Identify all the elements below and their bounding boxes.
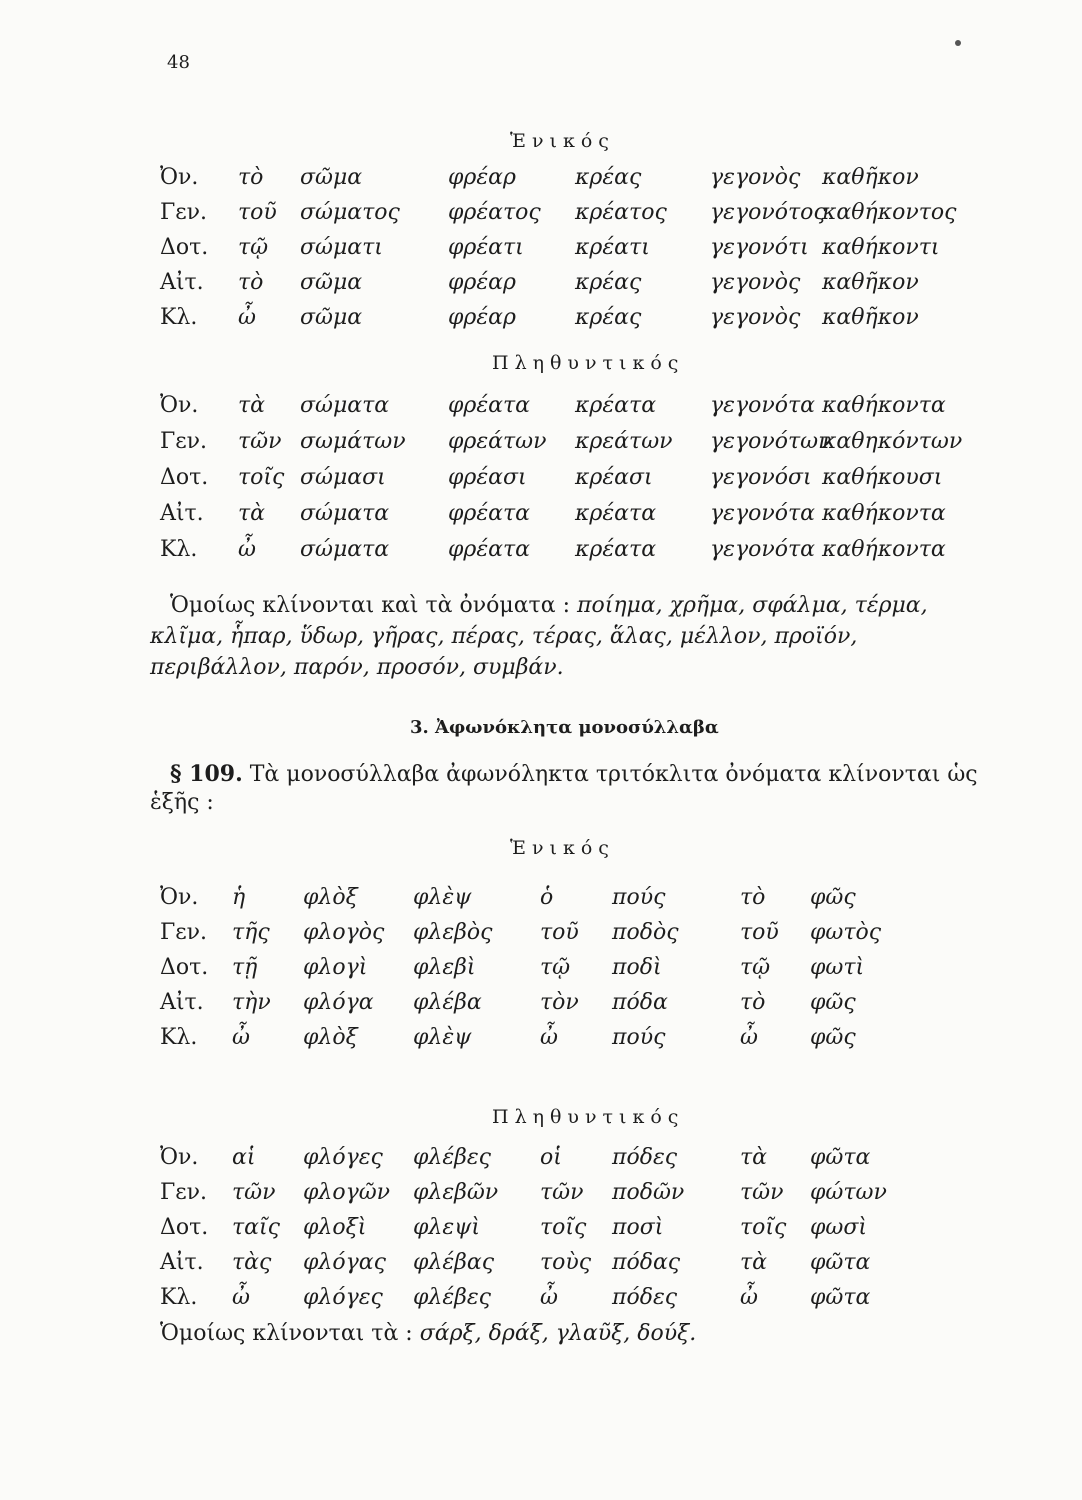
table-cell: πόδες (612, 1285, 678, 1310)
table-cell: φλόγας (303, 1250, 386, 1275)
table-row (0, 990, 1082, 1020)
table-cell: οἱ (540, 1145, 562, 1170)
table-cell: τὰ (238, 501, 266, 526)
table-cell: φώτων (810, 1180, 887, 1205)
case-label: Δοτ. (160, 235, 209, 260)
table-cell: ὦ (232, 1025, 250, 1050)
case-label: Αἰτ. (160, 1250, 204, 1275)
table2-singular-label: Ἑνικός (510, 837, 615, 859)
table-cell: φλόγες (303, 1285, 383, 1310)
table-cell: ὦ (540, 1285, 558, 1310)
table-cell: σώματι (300, 235, 383, 260)
table-cell: φλεβὸς (413, 920, 493, 945)
table-cell: φλογὸς (303, 920, 385, 945)
table-row (0, 1285, 1082, 1315)
table-cell: τῶν (232, 1180, 276, 1205)
table-cell: ποδὶ (612, 955, 662, 980)
case-label: Αἰτ. (160, 270, 204, 295)
table2-plural-label: Πληθυντικός (492, 1106, 685, 1128)
table-row (0, 270, 1082, 300)
table1-plural-label: Πληθυντικός (492, 352, 685, 374)
case-label: Γεν. (160, 920, 208, 945)
table-cell: τὸ (238, 270, 264, 295)
paragraph-109-text: Τὰ μονοσύλλαβα ἀφωνόληκτα τριτόκλιτα ὀνόματα κλίνονται ὡς ἑξῆς : (150, 762, 978, 815)
table-cell: κρέατα (575, 501, 657, 526)
table-cell: φρέαρ (448, 270, 516, 295)
case-label: Γεν. (160, 1180, 208, 1205)
table-cell: τὰ (740, 1145, 768, 1170)
table-row (0, 465, 1082, 495)
table-row (0, 235, 1082, 265)
paragraph2-words: σάρξ, δράξ, γλαῦξ, δούξ. (419, 1321, 697, 1346)
table-cell: φρέατα (448, 501, 531, 526)
table-cell: τῷ (540, 955, 571, 980)
table-cell: καθηκόντων (822, 429, 963, 454)
table-cell: ὦ (238, 537, 256, 562)
table-cell: πούς (612, 885, 666, 910)
table-row (0, 537, 1082, 567)
table-row (0, 305, 1082, 335)
table-cell: γεγονότι (710, 235, 809, 260)
table-cell: ὦ (238, 305, 256, 330)
table-cell: πόδες (612, 1145, 678, 1170)
table-row (0, 200, 1082, 230)
table-cell: τὸ (740, 885, 766, 910)
table-cell: τὴν (232, 990, 271, 1015)
case-label: Κλ. (160, 305, 198, 330)
table-cell: φρέασι (448, 465, 527, 490)
table-row (0, 955, 1082, 985)
table-cell: φρέατος (448, 200, 541, 225)
table-cell: καθήκοντι (822, 235, 940, 260)
table-cell: τὸ (740, 990, 766, 1015)
case-label: Κλ. (160, 537, 198, 562)
table-cell: τοὺς (540, 1250, 592, 1275)
table-cell: πόδα (612, 990, 668, 1015)
table-cell: ὦ (540, 1025, 558, 1050)
table-cell: κρέασι (575, 465, 653, 490)
table-cell: καθήκουσι (822, 465, 943, 490)
table-cell: τῶν (740, 1180, 784, 1205)
table-cell: φλεψὶ (413, 1215, 481, 1240)
table-cell: ἡ (232, 885, 246, 910)
table-cell: ποδῶν (612, 1180, 685, 1205)
paragraph-words: ποίημα, χρῆμα, σφάλμα, τέρμα, κλῖμα, ἧπαρ, ὕδωρ, γῆρας, πέρας, τέρας, ἅλας, μέλλον, προϊόν, περιβάλλον, παρόν, προσόν, συμβάν. (150, 593, 928, 680)
table-cell: φλοξὶ (303, 1215, 367, 1240)
table-row (0, 165, 1082, 195)
paragraph-lead: Ὁμοίως κλίνονται καὶ τὰ ὀνόματα : (170, 593, 570, 618)
table-cell: φλέβες (413, 1145, 491, 1170)
table-cell: φωτὶ (810, 955, 865, 980)
table-cell: γεγονότος (710, 200, 826, 225)
table-cell: τῷ (740, 955, 771, 980)
table-cell: φρέατα (448, 393, 531, 418)
table-cell: φλεβῶν (413, 1180, 499, 1205)
table-cell: φρεάτων (448, 429, 547, 454)
table-cell: φλόγες (303, 1145, 383, 1170)
table-cell: σώματα (300, 501, 390, 526)
table-cell: τοῖς (740, 1215, 787, 1240)
table-cell: τὰ (238, 393, 266, 418)
table-cell: τοῦ (740, 920, 779, 945)
table-cell: καθῆκον (822, 270, 919, 295)
table-cell: φῶς (810, 885, 856, 910)
table-cell: φλογὶ (303, 955, 368, 980)
table-row (0, 1215, 1082, 1245)
table-cell: κρέατος (575, 200, 667, 225)
table-cell: γεγονὸς (710, 165, 801, 190)
table-cell: κρέας (575, 270, 642, 295)
ink-dot (955, 40, 961, 46)
table-cell: φλόγα (303, 990, 374, 1015)
table-cell: σῶμα (300, 270, 363, 295)
table-row (0, 885, 1082, 915)
paragraph-similar-final (160, 1318, 995, 1349)
case-label: Δοτ. (160, 465, 209, 490)
table-cell: ὁ (540, 885, 554, 910)
case-label: Ὀν. (160, 1145, 199, 1170)
table-cell: σώματα (300, 393, 390, 418)
table-cell: καθῆκον (822, 305, 919, 330)
table-cell: σώματος (300, 200, 400, 225)
table-cell: φῶτα (810, 1250, 871, 1275)
table-cell: φῶς (810, 990, 856, 1015)
table-cell: φρέαρ (448, 165, 516, 190)
table-cell: τοῖς (238, 465, 285, 490)
table-cell: γεγονότα (710, 501, 815, 526)
case-label: Αἰτ. (160, 501, 204, 526)
case-label: Αἰτ. (160, 990, 204, 1015)
table-cell: φλογῶν (303, 1180, 391, 1205)
table-cell: σώμασι (300, 465, 386, 490)
table-cell: ποδὸς (612, 920, 679, 945)
table-cell: κρέατα (575, 393, 657, 418)
table-cell: καθήκοντα (822, 393, 946, 418)
table-cell: φλὲψ (413, 1025, 472, 1050)
table-row (0, 1025, 1082, 1055)
table-cell: τῇ (232, 955, 258, 980)
table-cell: αἱ (232, 1145, 256, 1170)
case-label: Δοτ. (160, 955, 209, 980)
table-cell: σῶμα (300, 305, 363, 330)
case-label: Ὀν. (160, 885, 199, 910)
table-cell: ποσὶ (612, 1215, 664, 1240)
table-cell: γεγονότα (710, 393, 815, 418)
table-cell: τῆς (232, 920, 270, 945)
table-cell: φρέαρ (448, 305, 516, 330)
table-cell: τὸν (540, 990, 579, 1015)
table-cell: φῶτα (810, 1285, 871, 1310)
table-cell: φλέβες (413, 1285, 491, 1310)
case-label: Γεν. (160, 200, 208, 225)
table-cell: τὰ (740, 1250, 768, 1275)
table-cell: πούς (612, 1025, 666, 1050)
table-cell: φλὸξ (303, 885, 358, 910)
table-row (0, 393, 1082, 423)
case-label: Γεν. (160, 429, 208, 454)
table-cell: φλέβας (413, 1250, 495, 1275)
table-cell: κρέατι (575, 235, 650, 260)
table-cell: φλὸξ (303, 1025, 358, 1050)
case-label: Ὀν. (160, 393, 199, 418)
table-cell: ὦ (740, 1025, 758, 1050)
table-cell: γεγονὸς (710, 270, 801, 295)
table-cell: κρέατα (575, 537, 657, 562)
table-cell: σώματα (300, 537, 390, 562)
table-cell: τὰς (232, 1250, 272, 1275)
case-label: Κλ. (160, 1285, 198, 1310)
table-cell: τῶν (238, 429, 282, 454)
table-cell: καθήκοντα (822, 537, 946, 562)
table-cell: σωμάτων (300, 429, 406, 454)
paragraph-similar-nouns (150, 590, 985, 683)
table-row (0, 429, 1082, 459)
table-cell: φωτὸς (810, 920, 882, 945)
case-label: Ὀν. (160, 165, 199, 190)
table-row (0, 920, 1082, 950)
table-cell: καθήκοντος (822, 200, 957, 225)
table-cell: φλέβα (413, 990, 482, 1015)
table-cell: κρέας (575, 165, 642, 190)
table1-singular-label: Ἑνικός (510, 130, 615, 152)
table-cell: ὦ (740, 1285, 758, 1310)
case-label: Δοτ. (160, 1215, 209, 1240)
case-label: Κλ. (160, 1025, 198, 1050)
table-cell: ὦ (232, 1285, 250, 1310)
paragraph-number: § 109. (170, 761, 243, 787)
table-cell: ταῖς (232, 1215, 280, 1240)
table-cell: φρέατι (448, 235, 524, 260)
table-cell: τοῖς (540, 1215, 587, 1240)
table-cell: φλεβὶ (413, 955, 476, 980)
table-cell: τοῦ (540, 920, 579, 945)
table-row (0, 1250, 1082, 1280)
table-cell: κρεάτων (575, 429, 673, 454)
paragraph-109 (150, 760, 985, 817)
table-row (0, 1145, 1082, 1175)
page-number: 48 (167, 52, 190, 73)
table-cell: φλὲψ (413, 885, 472, 910)
table-cell: καθήκοντα (822, 501, 946, 526)
table-cell: τῷ (238, 235, 269, 260)
table-cell: γεγονότων (710, 429, 832, 454)
table-row (0, 1180, 1082, 1210)
table-cell: γεγονόσι (710, 465, 812, 490)
table-cell: φρέατα (448, 537, 531, 562)
table-cell: φῶς (810, 1025, 856, 1050)
table-cell: τὸ (238, 165, 264, 190)
table-cell: τῶν (540, 1180, 584, 1205)
table-cell: τοῦ (238, 200, 277, 225)
table-cell: κρέας (575, 305, 642, 330)
table-cell: σῶμα (300, 165, 363, 190)
table-cell: καθῆκον (822, 165, 919, 190)
table-cell: γεγονότα (710, 537, 815, 562)
table-cell: πόδας (612, 1250, 681, 1275)
paragraph2-lead: Ὁμοίως κλίνονται τὰ : (160, 1321, 413, 1346)
table-cell: φωσὶ (810, 1215, 867, 1240)
section-heading: 3. Ἀφωνόκλητα μονοσύλλαβα (410, 717, 719, 738)
table-cell: γεγονὸς (710, 305, 801, 330)
table-row (0, 501, 1082, 531)
table-cell: φῶτα (810, 1145, 871, 1170)
